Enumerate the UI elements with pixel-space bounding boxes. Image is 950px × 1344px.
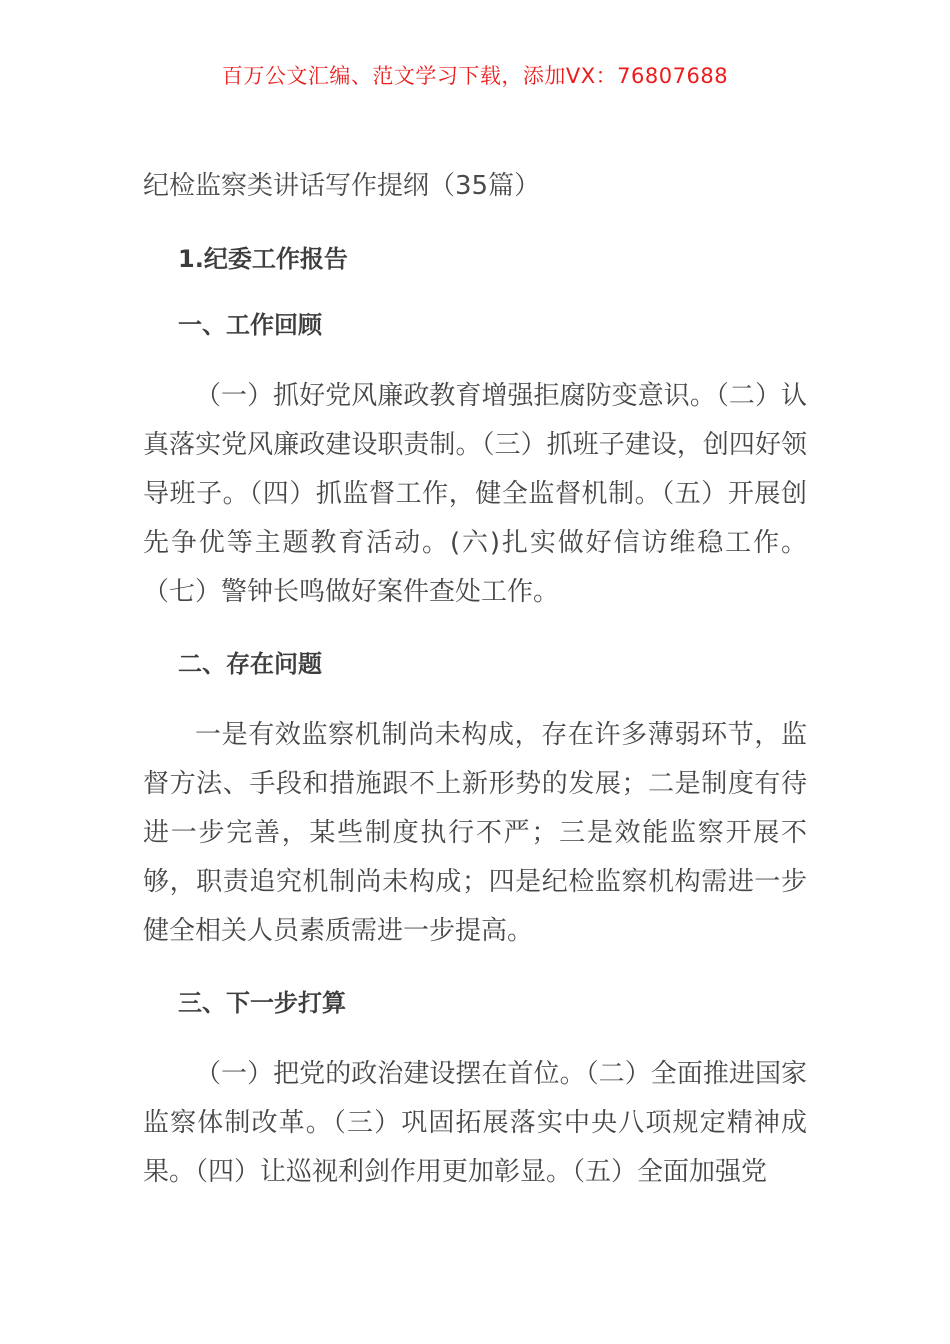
document-body bbox=[143, 162, 807, 1197]
section-heading-work-review: 一、工作回顾 bbox=[178, 311, 322, 339]
section-paragraph-work-review: （一）抓好党风廉政教育增强拒腐防变意识。（二）认真落实党风廉政建设职责制。（三）抓班子建设，创四好领导班子。（四）抓监督工作，健全监督机制。（五）开展创先争优等主题教育活动。(六)扎实做好信访维稳工作。（七）警钟长鸣做好案件查处工作。 bbox=[143, 381, 807, 607]
section-heading-existing-problems: 二、存在问题 bbox=[178, 650, 322, 678]
section-paragraph-next-steps: （一）把党的政治建设摆在首位。（二）全面推进国家监察体制改革。（三）巩固拓展落实中央八项规定精神成果。（四）让巡视利剑作用更加彰显。（五）全面加强党 bbox=[143, 1059, 807, 1187]
report-heading: 1.纪委工作报告 bbox=[178, 245, 348, 273]
section-heading-next-steps: 三、下一步打算 bbox=[178, 989, 346, 1017]
document-title: 纪检监察类讲话写作提纲（35篇） bbox=[143, 171, 541, 201]
promo-watermark-text: 百万公文汇编、范文学习下载，添加VX：76807688 bbox=[221, 64, 729, 88]
section-paragraph-existing-problems: 一是有效监察机制尚未构成，存在许多薄弱环节，监督方法、手段和措施跟不上新形势的发展；二是制度有待进一步完善，某些制度执行不严；三是效能监察开展不够，职责追究机制尚未构成；四是纪检监察机构需进一步健全相关人员素质需进一步提高。 bbox=[143, 720, 807, 946]
